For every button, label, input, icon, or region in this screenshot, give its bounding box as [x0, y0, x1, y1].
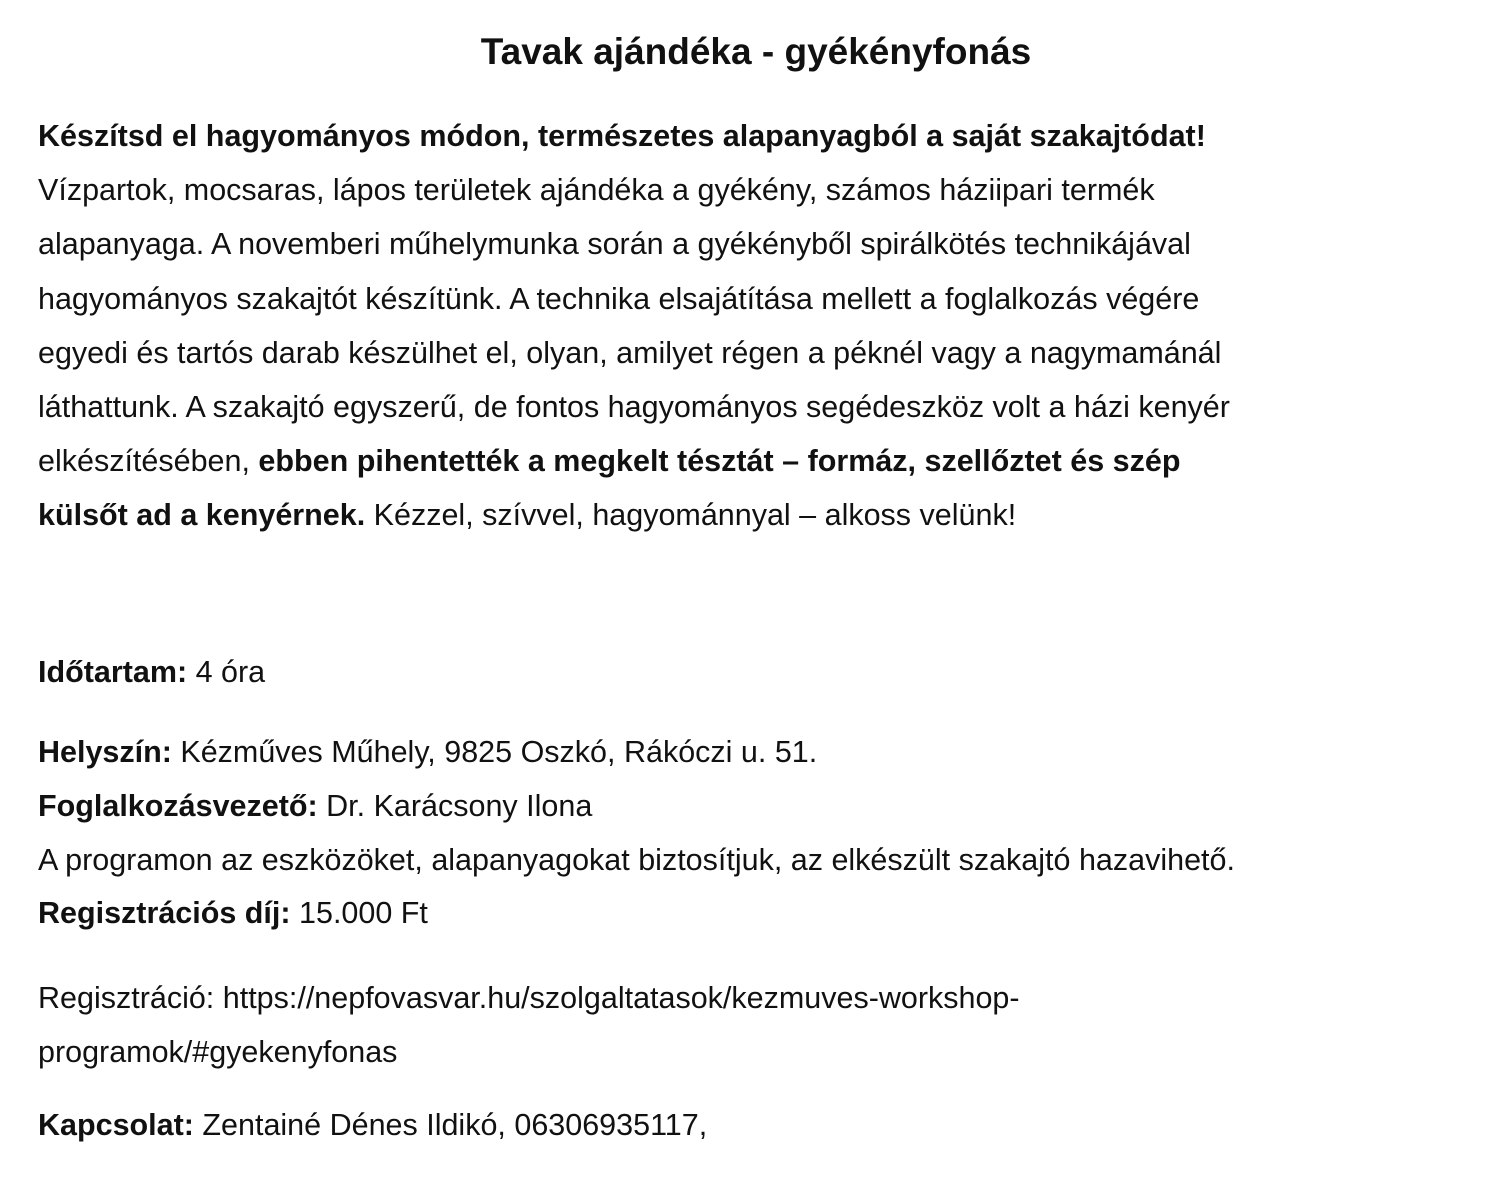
intro-line: Vízpartok, mocsaras, lápos területek ajándéka a gyékény, számos háziipari termék: [38, 173, 1155, 208]
fee-row: [38, 893, 428, 933]
intro-line: [38, 488, 1478, 542]
fee-label: Regisztrációs díj:: [38, 896, 291, 930]
registration-link[interactable]: [38, 971, 1478, 1079]
location-label: Helyszín:: [38, 735, 172, 769]
intro-lead: Készítsd el hagyományos módon, természetes alapanyagból a saját szakajtódat!: [38, 119, 1206, 153]
duration-label: Időtartam:: [38, 655, 188, 689]
registration-line[interactable]: Regisztráció: https://nepfovasvar.hu/szolgaltatasok/kezmuves-workshop-: [38, 981, 1020, 1015]
contact-value: Zentainé Dénes Ildikó, 06306935117,: [193, 1108, 708, 1142]
intro-line: egyedi és tartós darab készülhet el, olyan, amilyet régen a péknél vagy a nagymamánál: [38, 335, 1222, 370]
intro-paragraph: [38, 109, 1478, 543]
duration-value: 4 óra: [187, 655, 266, 689]
location-row: [38, 732, 817, 772]
leader-value: Dr. Karácsony Ilona: [317, 789, 593, 823]
registration-line[interactable]: programok/#gyekenyfonas: [38, 1035, 398, 1069]
intro-line: hagyományos szakajtót készítünk. A technika elsajátítása mellett a foglalkozás végére: [38, 281, 1200, 316]
duration-row: [38, 652, 265, 692]
intro-line: [38, 434, 1478, 488]
page-title: Tavak ajándéka - gyékényfonás: [480, 31, 1032, 72]
location-value: Kézműves Műhely, 9825 Oszkó, Rákóczi u. 51.: [171, 735, 818, 769]
intro-line-plain: elkészítésében,: [38, 444, 259, 479]
intro-line-plain: Kézzel, szívvel, hagyománnyal – alkoss velünk!: [365, 498, 1017, 533]
fee-value: 15.000 Ft: [290, 896, 428, 930]
intro-line-bold: külsőt ad a kenyérnek.: [38, 498, 366, 533]
leader-label: Foglalkozásvezető:: [38, 789, 318, 823]
contact-row: [38, 1105, 707, 1145]
provided-note: A programon az eszközöket, alapanyagokat biztosítjuk, az elkészült szakajtó hazavihető.: [38, 843, 1235, 877]
contact-label: Kapcsolat:: [38, 1108, 194, 1142]
intro-line: alapanyaga. A novemberi műhelymunka során a gyékényből spirálkötés technikájával: [38, 227, 1191, 262]
leader-row: [38, 786, 592, 826]
intro-line: láthattunk. A szakajtó egyszerű, de fontos hagyományos segédeszköz volt a házi kenyér: [38, 389, 1230, 424]
intro-line-bold: ebben pihentették a megkelt tésztát – formáz, szellőztet és szép: [258, 444, 1181, 479]
